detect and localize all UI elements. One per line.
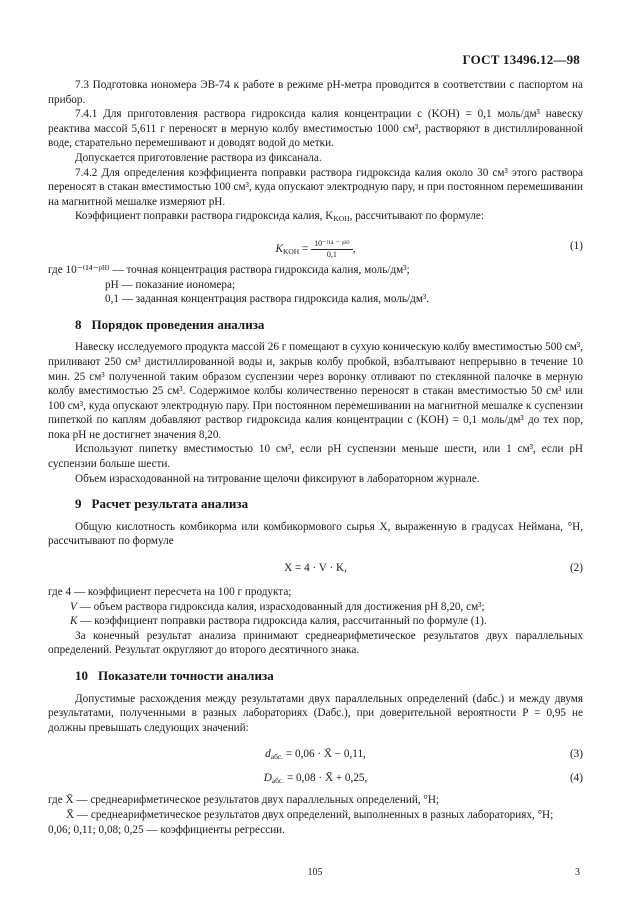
equation-1 (48, 233, 583, 259)
page-number-center: 105 (307, 867, 323, 878)
eq1-lhs-sub: KOH (282, 247, 300, 257)
where1-text-0: — точная концентрация раствора гидроксида калия, моль/дм³; (109, 263, 410, 276)
eq1-equals: = (302, 243, 309, 256)
where1-text-1: — показание иономера; (118, 278, 236, 291)
where1-sym-0: 10⁻⁽¹⁴⁻ᵖᴴ⁾ (65, 263, 110, 276)
equation-1-number: (1) (569, 239, 583, 252)
eq1-numerator: 10⁻⁽¹⁴ ⁻ ᵖᴴ⁾ (311, 239, 353, 250)
eq4-lhs: D (263, 772, 272, 785)
eq1-tail: , (352, 243, 356, 256)
paragraph-10-1: Допустимые расхождения между результатами двух параллельных определений (dабс.) и между двумя результатами, полученными в разных лабораториях (Dабс.), при доверительной вероятности P = 0,95 не должны превышать следующих значений: (48, 692, 583, 734)
page-number-right: 3 (575, 867, 580, 878)
equation-2-number: (2) (569, 562, 583, 575)
where-3-line-1: где X̄ — среднеарифметическое результатов двух параллельных определений, °Н; (48, 794, 440, 807)
where1-lead: где (48, 263, 66, 276)
eq4-sub: абс. (271, 776, 285, 786)
eq3-sub: абс. (270, 752, 284, 762)
where-1-line-0 (48, 263, 583, 278)
eq3-rhs: = 0,06 · X̄ − 0,11, (283, 748, 366, 761)
section-8-number: 8 (75, 316, 82, 332)
where2-text-2: — коэффициент поправки раствора гидроксида калия, рассчитанный по формуле (1). (77, 615, 487, 628)
where1-sym-1: рН (105, 278, 119, 291)
where2-sym-0: 4 (65, 586, 72, 599)
section-8-title: Порядок проведения анализа (91, 316, 265, 332)
section-9-number: 9 (75, 496, 82, 512)
eq1-denominator: 0,1 (326, 249, 337, 259)
equation-4-body (48, 771, 583, 789)
where2-sym-1: V (70, 600, 77, 613)
paragraph-coef-intro (48, 209, 583, 227)
coef-intro-text: Коэффициент поправки раствора гидроксида калия, K (75, 210, 334, 223)
where1-sym-2: 0,1 (105, 293, 119, 306)
section-9-heading (48, 497, 583, 512)
paragraph-9-2: За конечный результат анализа принимают среднеарифметическое результатов двух параллельных определений. Результат округляют до второго десятичного знака. (48, 629, 583, 657)
equation-2-body: X = 4 · V · K, (284, 562, 347, 575)
where-2-line-2 (48, 614, 583, 629)
equation-1-body (48, 239, 583, 260)
document-header: ГОСТ 13496.12—98 (462, 52, 580, 67)
paragraph-8-2: Используют пипетку вместимостью 10 см³, если рН суспензии меньше шести, или 1 см³, если рН суспензии больше шести. (48, 443, 583, 471)
where-2-line-1 (48, 600, 583, 615)
equation-3-body (48, 747, 583, 765)
coef-intro-tail: , рассчитывают по формуле: (349, 210, 484, 223)
equation-4-number: (4) (569, 772, 583, 785)
section-9-title: Расчет результата анализа (91, 496, 249, 512)
section-10-title: Показатели точности анализа (98, 668, 274, 683)
paragraph-9-1: Общую кислотность комбикорма или комбикормового сырья X, выраженную в градусах Неймана, °Н, рассчитывают по формуле (48, 520, 583, 548)
where2-sym-2: K (70, 615, 78, 628)
coef-intro-sub: KOH (333, 214, 350, 224)
where-3-line-2: X̄̄ — среднеарифметическое результатов двух определений, выполненных в разных лабораториях, °Н; (66, 808, 554, 821)
where-3-line-3: 0,06; 0,11; 0,08; 0,25 — коэффициенты регрессии. (48, 823, 285, 836)
paragraph-8-1: Навеску исследуемого продукта массой 26 г помещают в сухую коническую колбу вместимостью 500 см³, приливают 250 см³ дистиллированной воды и, закрыв колбу пробкой, взбалтывают непрерывно в течение 10 мин. 25 см³ полученной таким образом суспензии через воронку отливают по стеклянной палочке в мерную колбу вместимостью 25 см³. Содержимое колбы количественно переносят в стакан вместимостью 50 см³ или 100 см³, куда опускают электродную пару. При постоянном перемешивании на магнитной мешалке к суспензии пипеткой по каплям добавляют раствор гидроксида калия концентрации c (KOH) = 0,1 моль/дм³ до тех пор, пока рН не достигнет значения 8,20. (48, 341, 583, 441)
paragraph-8-3: Объем израсходованной на титрование щелочи фиксируют в лабораторном журнале. (75, 472, 480, 485)
section-10-heading (48, 669, 583, 684)
equation-3-number: (3) (569, 748, 583, 761)
section-8-heading (48, 318, 583, 333)
where1-text-2: — заданная концентрация раствора гидроксида калия, моль/дм³. (118, 293, 430, 306)
eq4-rhs: = 0,08 · X̄̄ + 0,25, (284, 772, 368, 785)
where2-lead: где (48, 586, 66, 599)
equation-4 (48, 765, 583, 791)
where-1-line-1 (48, 278, 583, 293)
where2-text-1: — объем раствора гидроксида калия, израсходованный для достижения рН 8,20, см³; (76, 600, 485, 613)
where2-text-0: — коэффициент пересчета на 100 г продукта; (71, 586, 292, 599)
where-1-line-2 (48, 292, 583, 307)
equation-2 (48, 555, 583, 581)
eq1-fraction (311, 239, 353, 260)
paragraph-7-3: 7.3 Подготовка иономера ЭВ-74 к работе в режиме рН-метра проводится в соответствии с паспортом на прибор. (48, 79, 583, 106)
section-10-number: 10 (75, 668, 88, 683)
eq1-lhs: K (275, 243, 283, 256)
paragraph-7-4-1: 7.4.1 Для приготовления раствора гидроксида калия концентрации c (KOH) = 0,1 моль/дм³ навеску реактива массой 5,611 г переносят в мерную колбу вместимостью 1000 см³, растворяют в дистиллированной воде, старательно перемешивают и доводят водой до метки. (48, 108, 583, 150)
paragraph-fixanal: Допускается приготовление раствора из фиксанала. (75, 151, 322, 164)
document-body (48, 78, 583, 837)
where-2-line-0 (48, 585, 583, 600)
eq3-lhs: d (265, 748, 271, 761)
equation-3 (48, 741, 583, 763)
paragraph-7-4-2: 7.4.2 Для определения коэффициента поправки раствора гидроксида калия около 30 см³ этого раствора переносят в стакан вместимостью 100 см³, куда опускают электродную пару, и при постоянном перемешивании на магнитной мешалке измеряют рН. (48, 166, 583, 208)
